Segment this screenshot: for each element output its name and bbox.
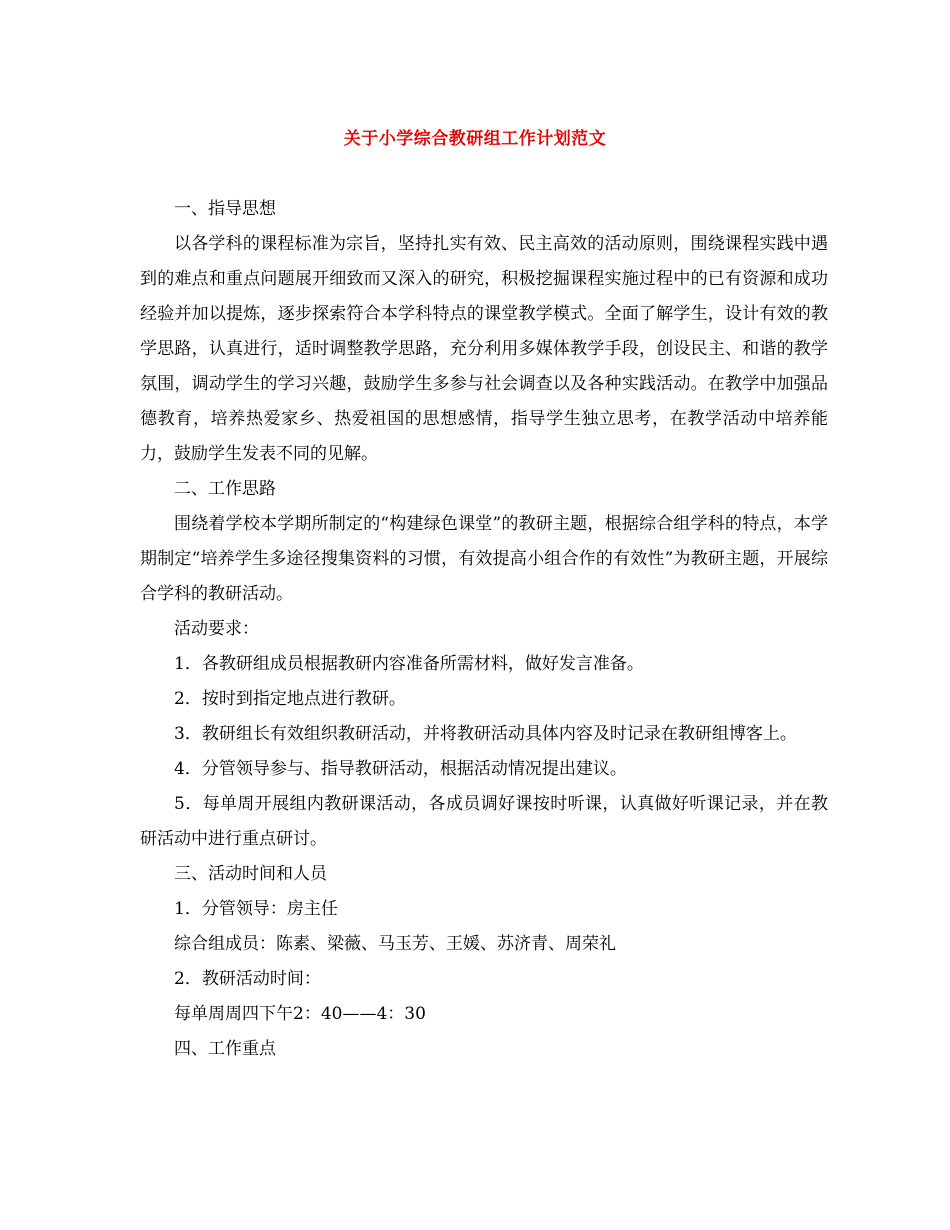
document-body [140,192,828,1067]
paragraph-guiding-ideology: 以各学科的课程标准为宗旨，坚持扎实有效、民主高效的活动原则，围绕课程实践中遇到的难点和重点问题展开细致而又深入的研究，积极挖掘课程实施过程中的已有资源和成功经验并加以提炼，逐步探索符合本学科特点的课堂教学模式。全面了解学生，设计有效的教学思路，认真进行，适时调整教学思路，充分利用多媒体教学手段，创设民主、和谐的教学氛围，调动学生的学习兴趣，鼓励学生多参与社会调查以及各种实践活动。在教学中加强品德教育，培养热爱家乡、热爱祖国的思想感情，指导学生独立思考，在教学活动中培养能力，鼓励学生发表不同的见解。 [140,234,828,464]
time-item-label: 2．教研活动时间： [174,969,321,989]
requirement-item-4: 4．分管领导参与、指导教研活动，根据活动情况提出建议。 [174,759,627,779]
requirement-item-3: 3．教研组长有效组织教研活动，并将教研活动具体内容及时记录在教研组博客上。 [174,724,797,744]
paragraph-work-approach: 围绕着学校本学期所制定的“构建绿色课堂”的教研主题，根据综合组学科的特点，本学期制定“培养学生多途径搜集资料的习惯，有效提高小组合作的有效性”为教研主题，开展综合学科的教研活动。 [140,514,828,604]
requirement-item-1: 1．各教研组成员根据教研内容准备所需材料，做好发言准备。 [174,654,644,674]
section-heading-work-approach: 二、工作思路 [174,479,276,499]
document-title: 关于小学综合教研组工作计划范文 [343,129,607,149]
section-heading-time-and-staff: 三、活动时间和人员 [174,864,327,884]
section-heading-guiding-ideology: 一、指导思想 [174,199,276,219]
requirement-item-2: 2．按时到指定地点进行教研。 [174,689,406,709]
requirement-item-5: 5．每单周开展组内教研课活动，各成员调好课按时听课，认真做好听课记录，并在教研活动中进行重点研讨。 [140,794,828,849]
staff-item-members: 综合组成员：陈素、梁薇、马玉芳、王媛、苏济青、周荣礼 [174,934,616,954]
section-heading-work-focus: 四、工作重点 [174,1039,276,1059]
staff-item-leader: 1．分管领导：房主任 [174,899,338,919]
time-item-schedule: 每单周周四下午2：40——4：30 [174,1004,426,1024]
activity-requirements-label: 活动要求： [174,619,259,639]
